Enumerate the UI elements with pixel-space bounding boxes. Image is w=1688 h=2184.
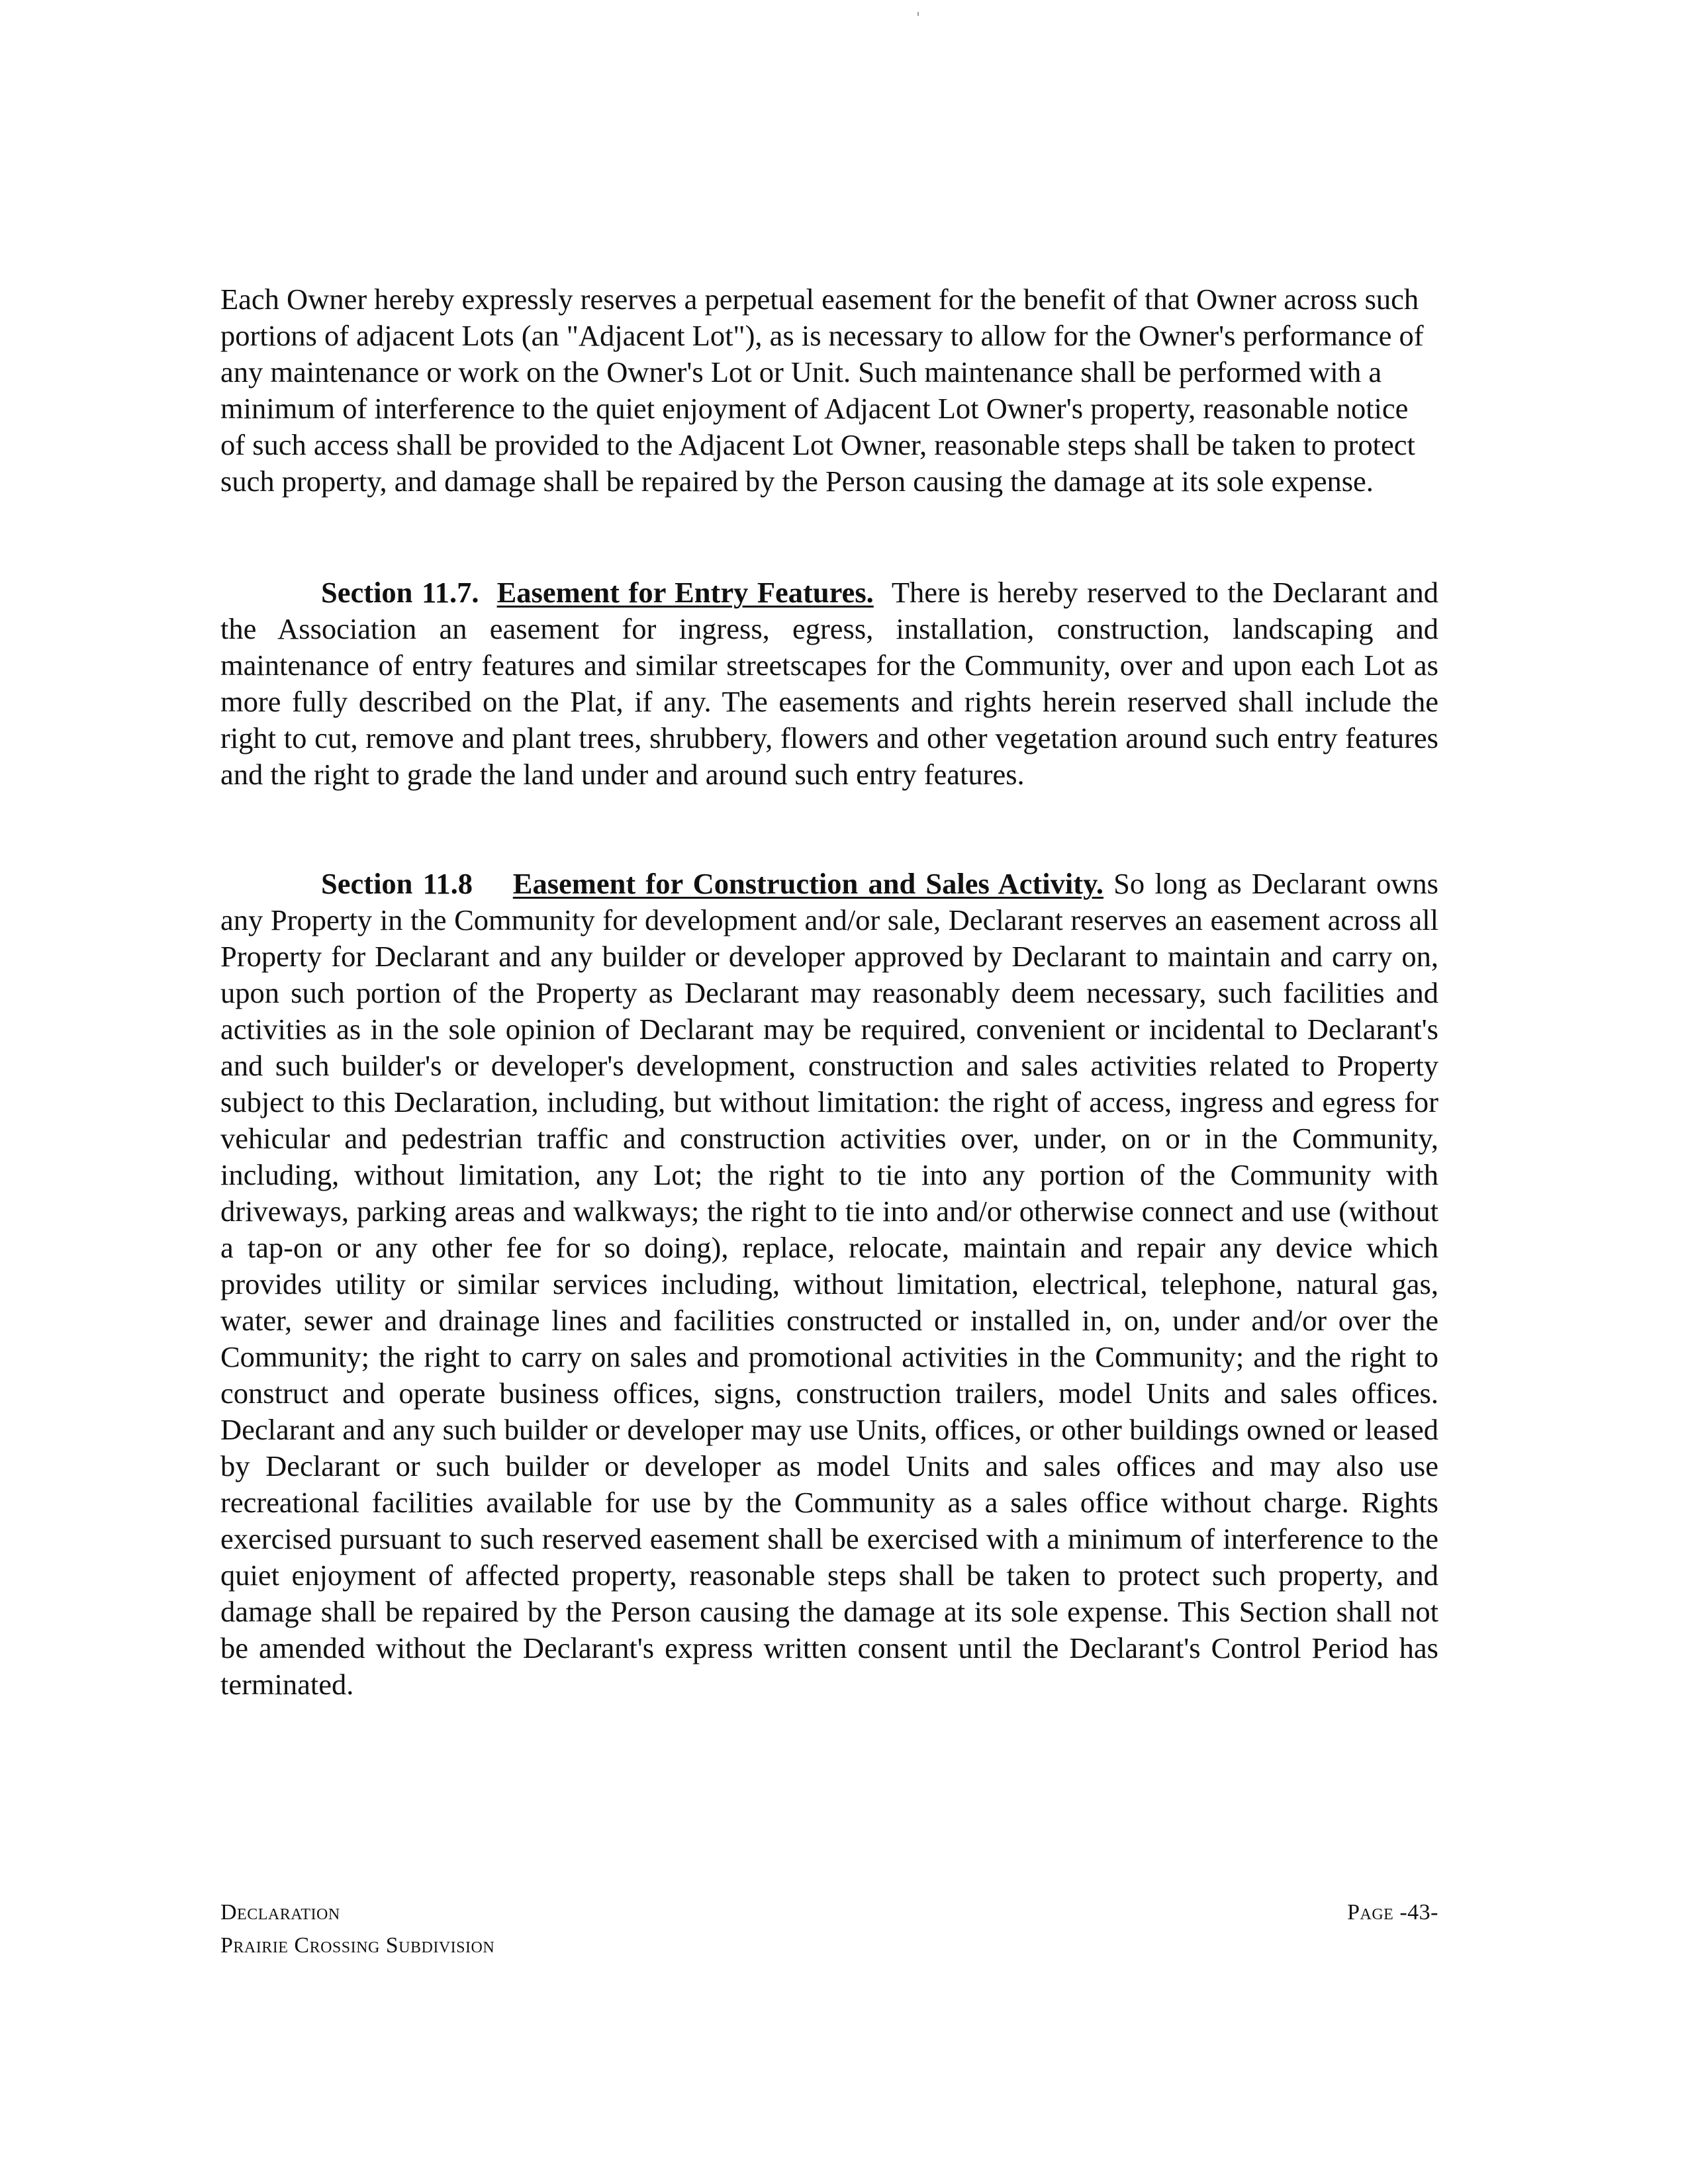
section-11-8 (220, 866, 1438, 1703)
footer-doc-title: Declaration (220, 1900, 340, 1925)
section-11-7 (220, 574, 1438, 793)
section-11-8-text: So long as Declarant owns any Property in the Community for development and/or sale, Declarant reserves an easement across all Property for Declarant and any builder or developer approved by Declarant to maintain and carry on, upon such portion of the Property as Declarant may reasonably deem necessary, such facilities and activities as in the sole opinion of Declarant may be required, convenient or incidental to Declarant's and such builder's or developer's development, construction and sales activities related to Property subject to this Declaration, including, but without limitation: the right of access, ingress and egress for vehicular and pedestrian traffic and construction activities over, under, on or in the Community, including, without limitation, any Lot; the right to tie into any portion of the Community with driveways, parking areas and walkways; the right to tie into and/or otherwise connect and use (without a tap-on or any other fee for so doing), replace, relocate, maintain and repair any device which provides utility or similar services including, without limitation, electrical, telephone, natural gas, water, sewer and drainage lines and facilities constructed or installed in, on, under and/or over the Community; the right to carry on sales and promotional activities in the Community; and the right to construct and operate business offices, signs, construction trailers, model Units and sales offices. Declarant and any such builder or developer may use Units, offices, or other buildings owned or leased by Declarant or such builder or developer as model Units and sales offices and may also use recreational facilities available for use by the Community as a sales office without charge. Rights exercised pursuant to such reserved easement shall be exercised with a minimum of interference to the quiet enjoyment of affected property, reasonable steps shall be taken to protect such property, and damage shall be repaired by the Person causing the damage at its sole expense. This Section shall not be amended without the Declarant's express written consent until the Declarant's Control Period has terminated. (220, 867, 1438, 1701)
footer-subdivision: Prairie Crossing Subdivision (220, 1933, 495, 1958)
paragraph-adjacent-lot-easement: Each Owner hereby expressly reserves a perpetual easement for the benefit of that Owner across such portions of adjacent Lots (an "Adjacent Lot"), as is necessary to allow for the Owner's performance of any maintenance or work on the Owner's Lot or Unit. Such maintenance shall be performed with a minimum of interference to the quiet enjoyment of Adjacent Lot Owner's property, reasonable notice of such access shall be provided to the Adjacent Lot Owner, reasonable steps shall be taken to protect such property, and damage shall be repaired by the Person causing the damage at its sole expense. (220, 283, 1424, 498)
section-11-7-title: Easement for Entry Features. (496, 576, 874, 609)
section-11-8-title: Easement for Construction and Sales Activity. (512, 867, 1103, 900)
footer-page-number: Page -43- (1347, 1900, 1438, 1925)
footer-left (220, 1896, 494, 1962)
section-11-7-number: Section 11.7. (321, 576, 479, 609)
section-11-7-text: There is hereby reserved to the Declarant and the Association an easement for ingress, egress, installation, construction, landscaping and maintenance of entry features and similar streetscapes for the Community, over and upon each Lot as more fully described on the Plat, if any. The easements and rights herein reserved shall include the right to cut, remove and plant trees, shrubbery, flowers and other vegetation around such entry features and the right to grade the land under and around such entry features. (220, 576, 1438, 791)
scan-speck (917, 12, 919, 16)
section-11-8-number: Section 11.8 (321, 867, 473, 900)
